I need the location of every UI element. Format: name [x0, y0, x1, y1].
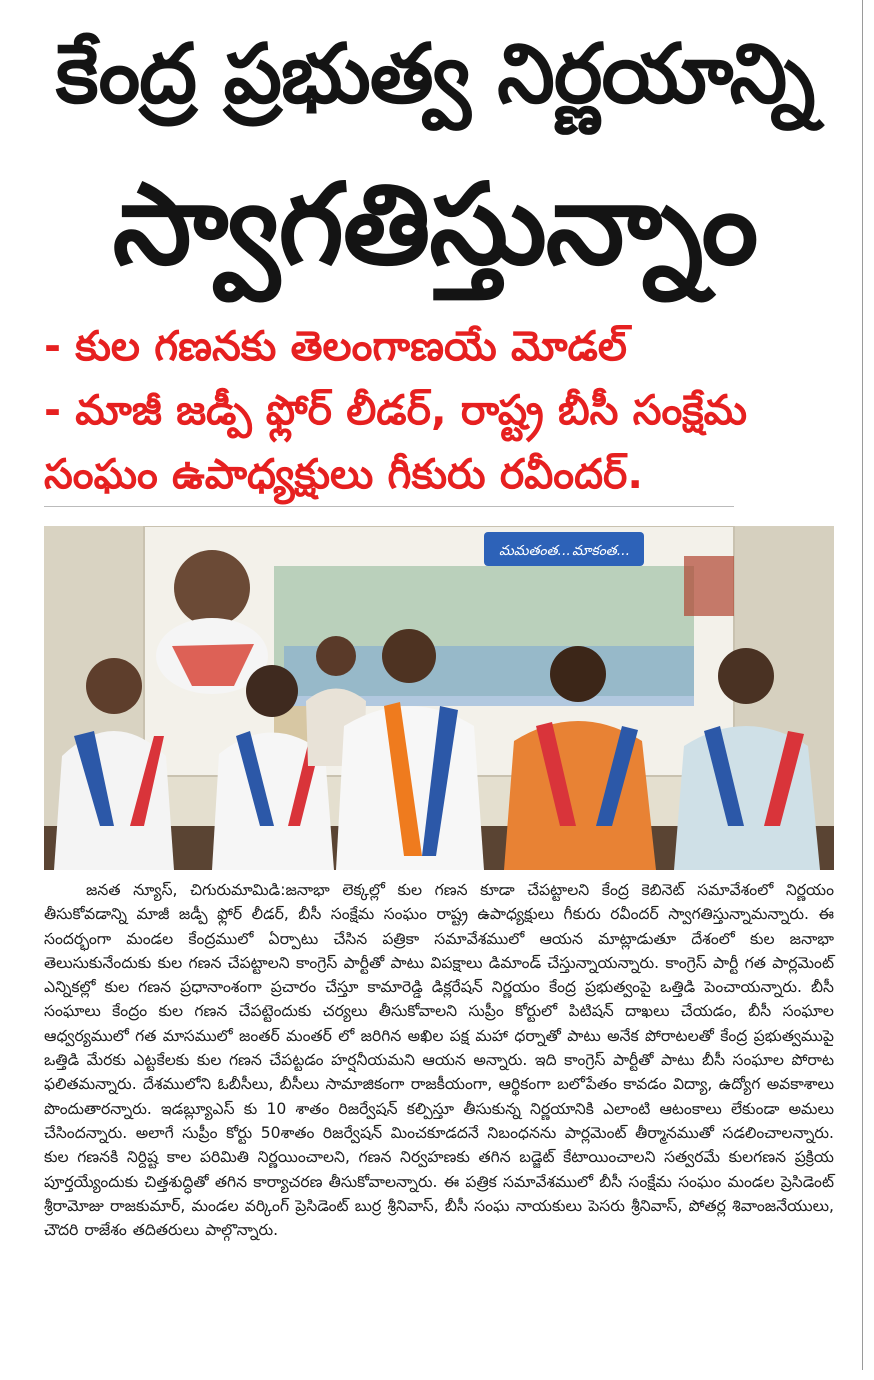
headline-line-2: స్వాగతిస్తున్నాం [112, 160, 758, 290]
news-photo [44, 526, 834, 870]
headline-line-1: కేంద్ర ప్రభుత్వ నిర్ణయాన్ని [55, 27, 815, 122]
subhead-2: - మాజీ జడ్పీ ఫ్లోర్ లీడర్, రాష్ట్ర బీసీ సంక్షేమ [44, 386, 748, 434]
banner-text-1: మమతంత... [499, 543, 571, 559]
subhead-divider [44, 506, 734, 507]
subhead-3: సంఘం ఉపాధ్యక్షులు గీకురు రవీందర్. [44, 450, 643, 498]
article-body [44, 878, 834, 1338]
column-rule [862, 0, 863, 1370]
article-paragraph: జనత న్యూస్, చిగురుమామిడి:జనాభా లెక్కల్లో కుల గణన కూడా చేపట్టాలని కేంద్ర కెబినెట్ సమావేశంలో నిర్ణయం తీసుకోవడాన్ని మాజీ జడ్పీ ఫ్లోర్ లీడర్, బీసీ సంక్షేమ సంఘం రాష్ట్ర ఉపాధ్యక్షులు గీకురు రవీందర్ స్వాగతిస్తున్నామన్నారు. ఈ సందర్భంగా మండల కేంద్రములో ఏర్పాటు చేసిన పత్రికా సమావేశములో ఆయన మాట్లాడుతూ దేశంలో కుల జనాభా తెలుసుకునేందుకు కుల గణన చేపట్టాలని కాంగ్రెస్ పార్టీతో పాటు విపక్షాలు డిమాండ్ చేస్తున్నాయన్నారు. కాంగ్రెస్ పార్టీ గత పార్లమెంట్ ఎన్నికల్లో కుల గణన ప్రధానాంశంగా ప్రచారం చేస్తూ కామారెడ్డి డిక్లరేషన్ నిర్ణయం కేంద్ర ప్రభుత్వంపై ఒత్తిడి పెంచాయన్నారు. బీసీ సంఘాలు కేంద్రం కుల గణన చేపట్టెందుకు చర్యలు తీసుకోవాలని సుప్రీం కోర్టులో పిటిషన్ దాఖలు చేయడం, బీసీ సంఘాల ఆధ్వర్యములో గత మాసములో జంతర్ మంతర్ లో జరిగిన అఖిల పక్ష మహా ధర్నాతో పాటు అనేక పోరాటలతో కేంద్ర ప్రభుత్వముపై ఒత్తిడి మేరకు ఎట్టకేలకు కుల గణన చేపట్టడం హర్షనీయమని ఆయన అన్నారు. ఇది కాంగ్రెస్ పార్టీతో పాటు బీసీ సంఘాల పోరాట ఫలితమన్నారు. దేశములోని ఓబీసీలు, బీసీలు సామాజికంగా రాజకీయంగా, ఆర్థికంగా బలోపేతం కావడం విద్యా, ఉద్యోగ అవకాశాలు పొందుతారన్నారు. ఇడబ్ల్యూఎస్ కు 10 శాతం రిజర్వేషన్ కల్పిస్తూ తీసుకున్న నిర్ణయానికి ఎలాంటి ఆటంకాలు లేకుండా అమలు చేసిందన్నారు. అలాగే సుప్రీం కోర్టు 50శాతం రిజర్వేషన్ మించకూడదనే నిబంధనను పార్లమెంట్ తీర్మానముతో సడలించాలన్నారు. కుల గణనకి నిర్దిష్ట కాల పరిమితి నిర్ణయించాలని, గణన నిర్వహణకు తగిన బడ్జెట్ కేటాయించాలని సత్వరమే కులగణన ప్రక్రియ పూర్తయ్యేందుకు చిత్తశుద్ధితో తగిన కార్యాచరణ తీసుకోవాలన్నారు. ఈ పత్రిక సమావేశములో బీసీ సంక్షేమ సంఘం మండల ప్రెసిడెంట్ శ్రీరామోజు రాజకుమార్, మండల వర్కింగ్ ప్రెసిడెంట్ బుర్ర శ్రీనివాస్, బీసీ సంఘ నాయకులు పెసరు శ్రీనివాస్, పోతర్ల శివాంజనేయులు, చౌదరి రాజేశం తదితరులు పాల్గొన్నారు. [44, 881, 834, 1240]
subhead-1: - కుల గణనకు తెలంగాణయే మోడల్ [44, 322, 627, 370]
banner-text-2: మాకంత... [572, 543, 631, 559]
